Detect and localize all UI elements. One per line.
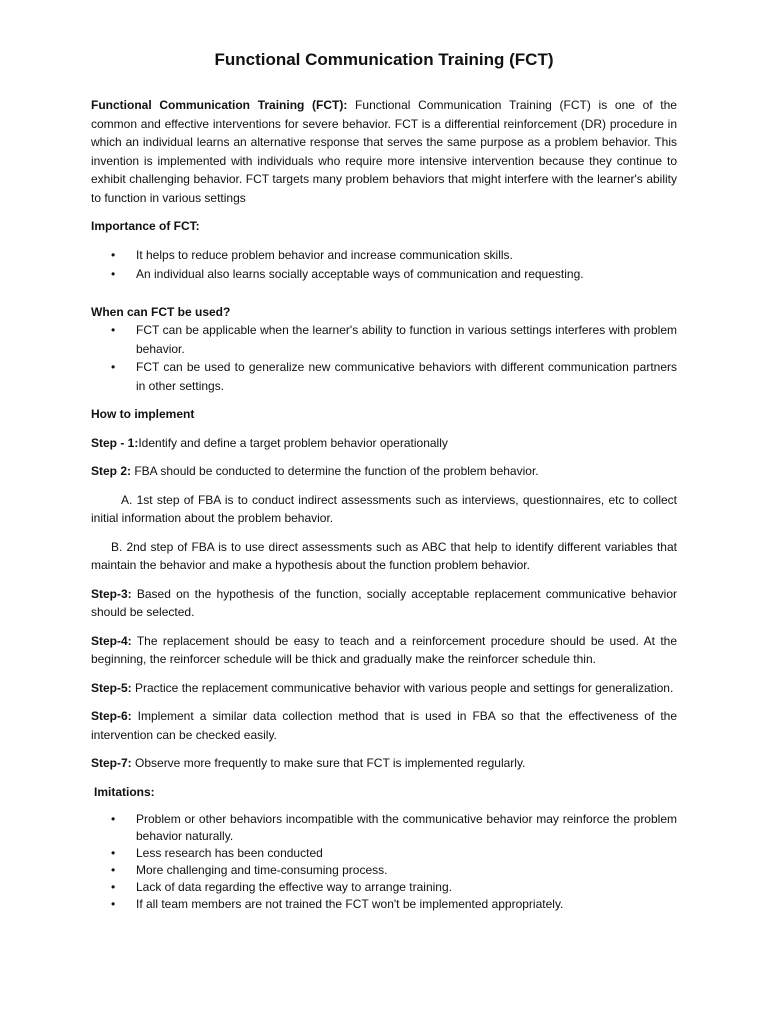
step-2b: B. 2nd step of FBA is to use direct assessments such as ABC that help to identify different variables that maintain the behavior and make a hypothesis about the function problem behavior. (91, 539, 677, 572)
list-item: • FCT can be applicable when the learner's ability to function in various settings interferes with problem behavior. (91, 321, 677, 358)
importance-list (91, 246, 677, 284)
when-list (91, 321, 677, 395)
step-6 (91, 707, 677, 744)
step-label: Step-3: (91, 586, 132, 601)
list-item: • More challenging and time-consuming process. (91, 862, 677, 879)
when-heading: When can FCT be used? (91, 304, 231, 319)
list-item: • FCT can be used to generalize new communicative behaviors with different communication partners in other settings. (91, 358, 677, 395)
list-item: • An individual also learns socially acceptable ways of communication and requesting. (91, 265, 677, 284)
step-2 (91, 462, 677, 481)
step-label: Step-5: (91, 680, 132, 695)
list-item: • Less research has been conducted (91, 845, 677, 862)
step-label: Step-4: (91, 633, 132, 648)
step-text: Practice the replacement communicative behavior with various people and settings for generalization. (131, 680, 674, 695)
step-label: Step - 1: (91, 435, 139, 450)
step-label: Step-7: (91, 756, 132, 770)
step-text: Observe more frequently to make sure that FCT is implemented regularly. (131, 756, 526, 770)
intro-text: Functional Communication Training (FCT) is one of the common and effective interventions for severe behavior. FCT is a differential reinforcement (DR) procedure in which an individual learns an alternative response that serves the same purpose as a problem behavior. This invention is implemented with individuals who require more intensive intervention because they continue to exhibit challenging behavior. FCT targets many problem behaviors that might interfere with the learner's ability to function in various settings (91, 98, 677, 205)
list-item: • Lack of data regarding the effective way to arrange training. (91, 879, 677, 896)
step-text: The replacement should be easy to teach and a reinforcement procedure should be used. At the beginning, the reinforcer schedule will be thick and gradually make the reinforcer schedule thin. (91, 633, 677, 666)
list-item: • If all team members are not trained the FCT won't be implemented appropriately. (91, 896, 677, 913)
step-7 (91, 754, 677, 773)
importance-heading: Importance of FCT: (91, 219, 200, 233)
list-item: • It helps to reduce problem behavior and increase communication skills. (91, 246, 677, 265)
limitations-list (91, 811, 677, 913)
step-1 (91, 434, 677, 453)
step-text: Implement a similar data collection method that is used in FBA so that the effectiveness of the intervention can be checked easily. (91, 709, 677, 742)
intro-paragraph (91, 96, 677, 207)
list-item: • Problem or other behaviors incompatible with the communicative behavior may reinforce the problem behavior naturally. (91, 811, 677, 845)
page-title: Functional Communication Training (FCT) (214, 50, 554, 69)
implement-heading: How to implement (91, 407, 195, 421)
step-2a: A. 1st step of FBA is to conduct indirect assessments such as interviews, questionnaires, etc to collect initial information about the problem behavior. (91, 492, 677, 525)
step-4 (91, 632, 677, 669)
intro-lead: Functional Communication Training (FCT): (91, 98, 348, 112)
step-text: FBA should be conducted to determine the function of the problem behavior. (131, 464, 539, 478)
step-text: Based on the hypothesis of the function, socially acceptable replacement communicative behavior should be selected. (91, 586, 677, 619)
step-label: Step 2: (91, 464, 132, 478)
limitations-heading: Imitations: (94, 784, 155, 799)
step-label: Step-6: (91, 709, 132, 723)
step-3 (91, 585, 677, 622)
step-text: Identify and define a target problem behavior operationally (138, 435, 448, 450)
step-5 (91, 679, 677, 698)
